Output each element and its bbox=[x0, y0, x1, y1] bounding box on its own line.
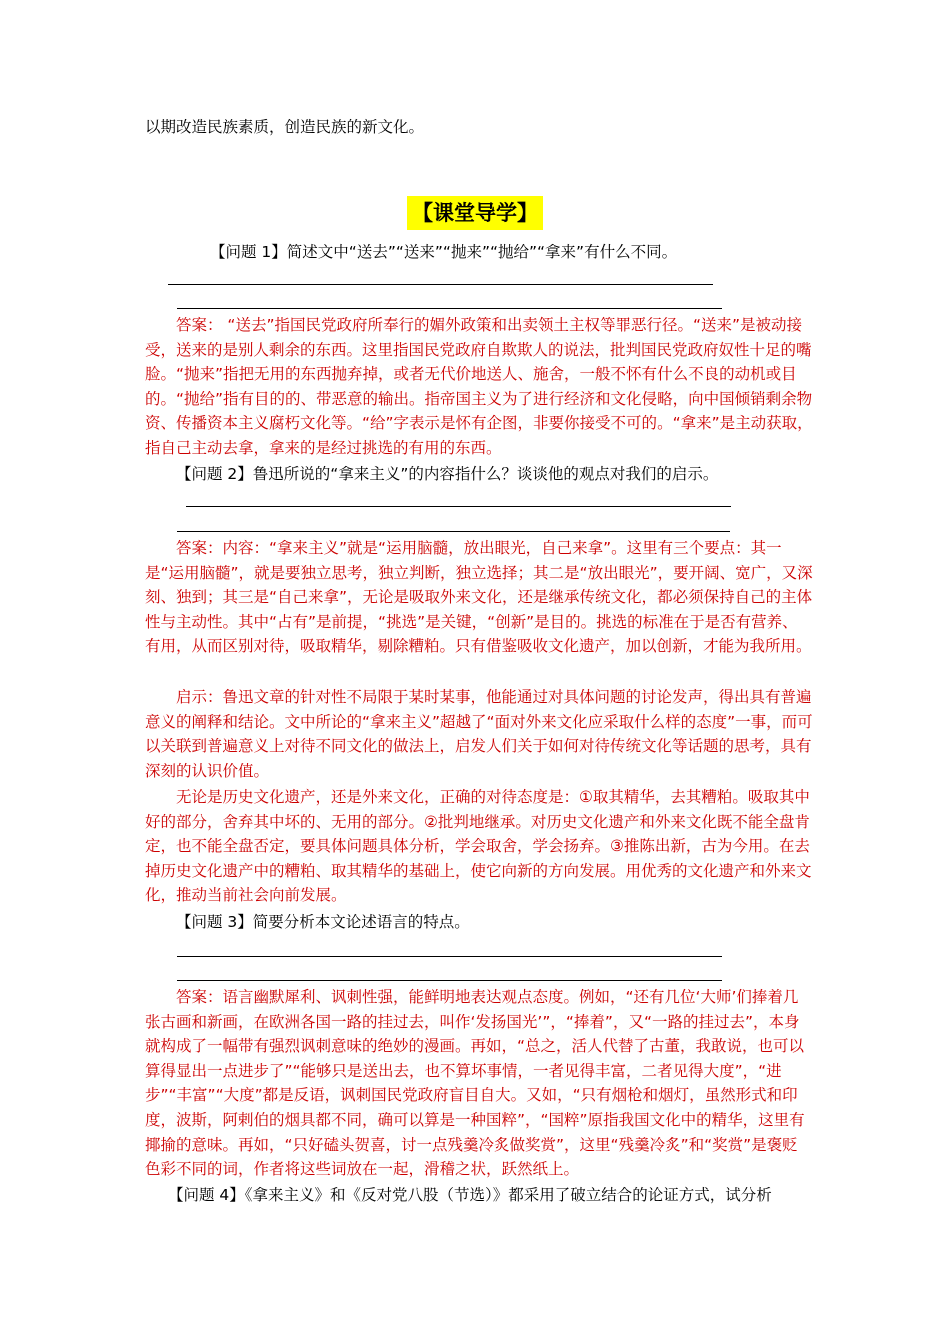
intro-tail: 以期改造民族素质，创造民族的新文化。 bbox=[145, 118, 425, 136]
section-title: 【课堂导学】 bbox=[407, 196, 543, 230]
section-title-wrap bbox=[0, 196, 950, 230]
answer-line bbox=[186, 506, 731, 507]
q2-answer-content: 答案：内容：“拿来主义”就是“运用脑髓，放出眼光，自己来拿”。这里有三个要点：其一是“运用脑髓”，就是要独立思考，独立判断，独立选择；其二是“放出眼光”，要开阔、宽广，又深刻、独到；其三是“自己来拿”，无论是吸取外来文化，还是继承传统文化，都必须保持自己的主体性与主动性。其中“占有”是前提，“挑选”是关键，“创新”是目的。挑选的标准在于是否有营养、有用，从而区别对待，吸取精华，剔除糟粕。只有借鉴吸收文化遗产，加以创新，才能为我所用。 bbox=[145, 539, 813, 656]
q2-question: 【问题 2】鲁迅所说的“拿来主义”的内容指什么？谈谈他的观点对我们的启示。 bbox=[176, 465, 719, 483]
q2-answer-insight: 启示：鲁迅文章的针对性不局限于某时某事，他能通过对具体问题的讨论发声，得出具有普遍意义的阐释和结论。文中所论的“拿来主义”超越了“面对外来文化应采取什么样的态度”一事，而可以关联到普遍意义上对待不同文化的做法上，启发人们关于如何对待传统文化等话题的思考，具有深刻的认识价值。 bbox=[145, 688, 813, 780]
answer-line bbox=[177, 531, 730, 532]
answer-line bbox=[168, 284, 713, 285]
q1-question: 【问题 1】简述文中“送去”“送来”“抛来”“抛给”“拿来”有什么不同。 bbox=[210, 243, 678, 261]
q2-answer-attitude: 无论是历史文化遗产，还是外来文化，正确的对待态度是：①取其精华，去其糟粕。吸取其中好的部分，舍弃其中坏的、无用的部分。②批判地继承。对历史文化遗产和外来文化既不能全盘肯定，也不能全盘否定，要具体问题具体分析，学会取舍，学会扬弃。③推陈出新，古为今用。在去掉历史文化遗产中的糟粕、取其精华的基础上，使它向新的方向发展。用优秀的文化遗产和外来文化，推动当前社会向前发展。 bbox=[145, 788, 812, 905]
q3-question: 【问题 3】简要分析本文论述语言的特点。 bbox=[176, 913, 470, 931]
q1-answer: 答案： “送去”指国民党政府所奉行的媚外政策和出卖领土主权等罪恶行径。“送来”是被动接受，送来的是别人剩余的东西。这里指国民党政府自欺欺人的说法，批判国民党政府奴性十足的嘴脸。“抛来”指把无用的东西抛弃掉，或者无代价地送人、施舍，一般不怀有什么不良的动机或目的。“抛给”指有目的的、带恶意的输出。指帝国主义为了进行经济和文化侵略，向中国倾销剩余物资、传播资本主义腐朽文化等。“给”字表示是怀有企图，非要你接受不可的。“拿来”是主动获取，指自己主动去拿，拿来的是经过挑选的有用的东西。 bbox=[145, 316, 813, 457]
answer-line bbox=[177, 308, 722, 309]
answer-line bbox=[177, 956, 722, 957]
q4-question: 【问题 4】《拿来主义》和《反对党八股（节选）》都采用了破立结合的论证方式，试分析 bbox=[168, 1186, 772, 1204]
answer-line bbox=[177, 980, 722, 981]
q3-answer: 答案：语言幽默犀利、讽刺性强，能鲜明地表达观点态度。例如，“还有几位‘大师’们捧着几张古画和新画，在欧洲各国一路的挂过去，叫作‘发扬国光’”，“捧着”，又“一路的挂过去”，本身就构成了一幅带有强烈讽刺意味的绝妙的漫画。再如，“总之，活人代替了古董，我敢说，也可以算得显出一点进步了”“能够只是送出去，也不算坏事情，一者见得丰富，二者见得大度”，“进步”“丰富”“大度”都是反语，讽刺国民党政府盲目自大。又如，“只有烟枪和烟灯，虽然形式和印度，波斯，阿剌伯的烟具都不同，确可以算是一种国粹”，“国粹”原指我国文化中的精华，这里有揶揄的意味。再如，“只好磕头贺喜，讨一点残羹冷炙做奖赏”，这里“残羹冷炙”和“奖赏”是褒贬色彩不同的词，作者将这些词放在一起，滑稽之状，跃然纸上。 bbox=[145, 988, 805, 1179]
